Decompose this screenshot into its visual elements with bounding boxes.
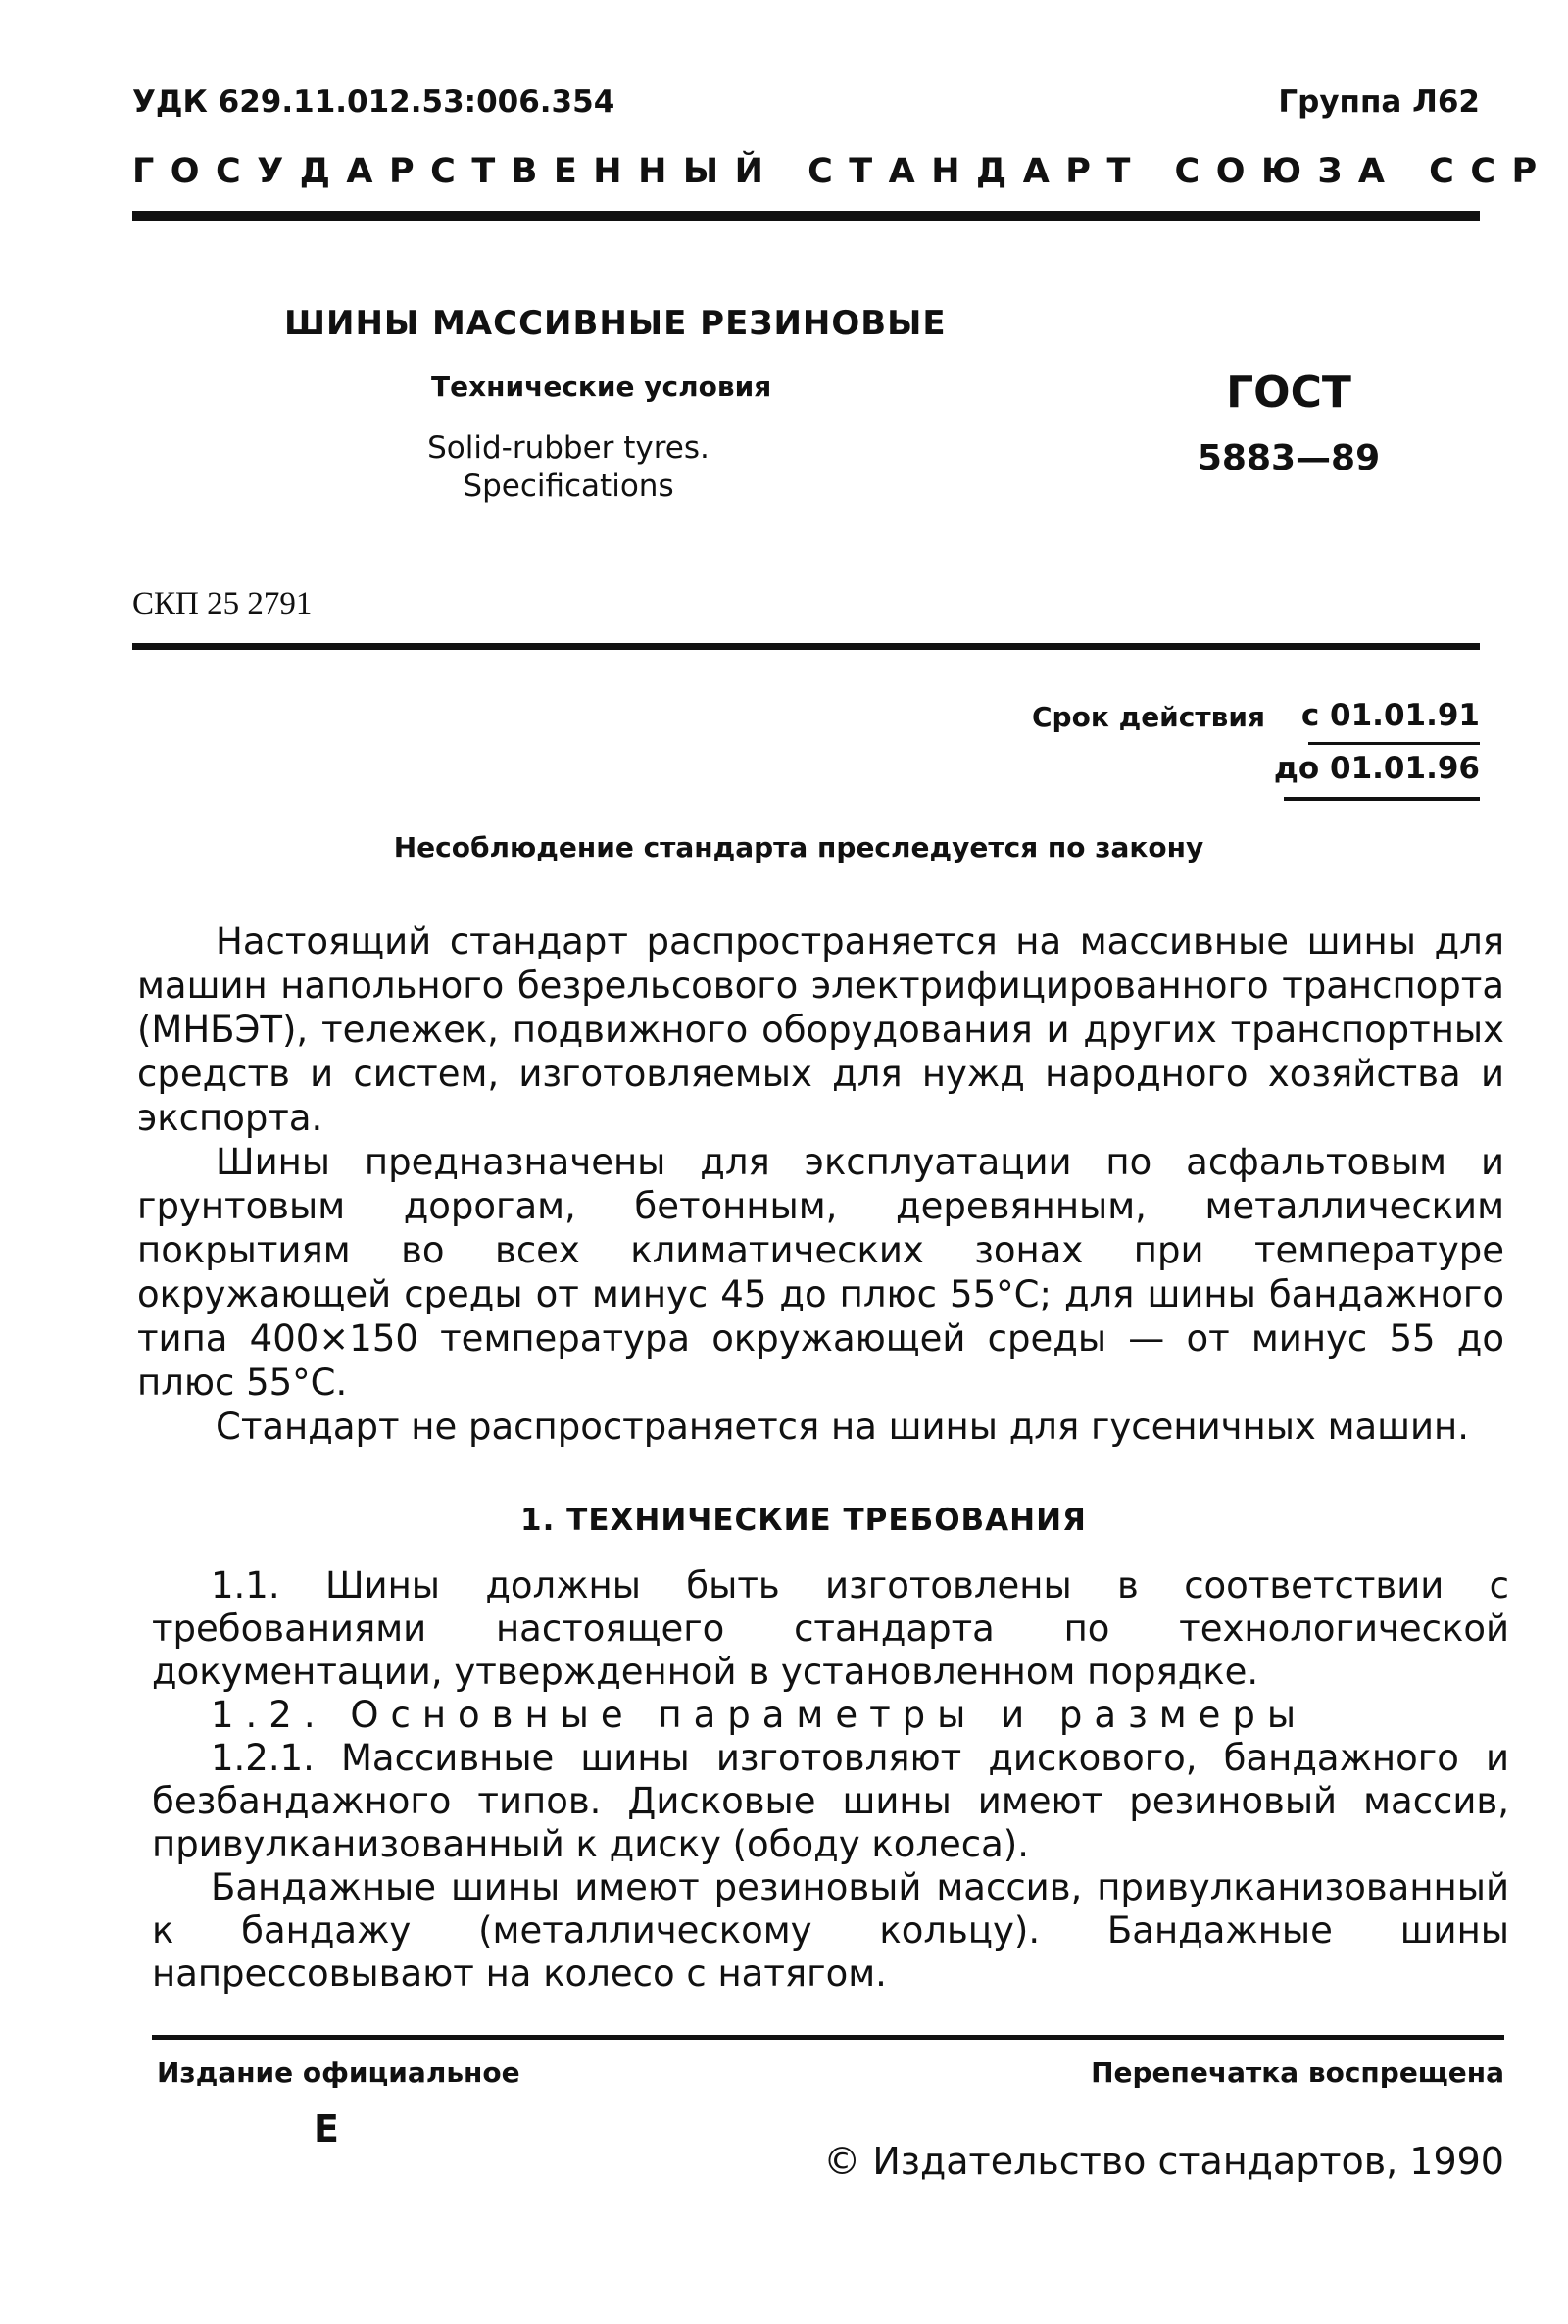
group-code: Группа Л62 [1278,84,1480,120]
subtitle-english-line1: Solid-rubber tyres. [427,430,710,466]
subtitle-english-line2: Specifications [463,469,674,504]
section-text [152,1564,1509,1996]
gost-number: 5883—89 [1197,438,1381,478]
footer-rule [152,2035,1504,2040]
intro-text [137,919,1504,1449]
copyright: © Издательство стандартов, 1990 [823,2140,1504,2183]
validity-label: Срок действия [1032,701,1265,733]
reprint-prohibited: Перепечатка воспрещена [1091,2056,1504,2089]
intro-paragraph-3: Стандарт не распространяется на шины для гусеничных машин. [216,1406,1470,1448]
clause-1-2-1: 1.2.1. Массивные шины изготовляют дискового, бандажного и безбандажного типов. Дисковые шины имеют резиновый массив, привулканизованный к диску (ободу колеса). [152,1737,1509,1865]
document-title: ШИНЫ МАССИВНЫЕ РЕЗИНОВЫЕ [284,304,947,343]
clause-1-2: 1.2. Основные параметры и размеры [211,1694,1308,1736]
intro-paragraph-2: Шины предназначены для эксплуатации по асфальтовым и грунтовым дорогам, бетонным, деревянным, металлическим покрытиям во всех климатических зонах при температуре окружающей среды от минус 45 до плюс 55°С; для шины бандажного типа 400×150 температура окружающей среды — от минус 55 до плюс 55°С. [137,1141,1504,1404]
validity-underline-2 [1284,797,1480,801]
validity-underline-1 [1308,742,1480,745]
title-rule [132,643,1480,650]
band-tyres-paragraph: Бандажные шины имеют резиновый массив, привулканизованный к бандажу (металлическому кольцу). Бандажные шины напрессовывают на колесо с натягом. [152,1866,1509,1995]
intro-paragraph-1: Настоящий стандарт распространяется на массивные шины для машин напольного безрельсового электрифицированного транспорта (МНБЭТ), тележек, подвижного оборудования и других транспортных средств и систем, изготовляемых для нужд народного хозяйства и экспорта. [137,920,1504,1139]
clause-1-1: 1.1. Шины должны быть изготовлены в соответствии с требованиями настоящего стандарта по технологической документации, утвержденной в установленном порядке. [152,1564,1509,1693]
skp-code: СКП 25 2791 [132,586,313,621]
header-row [132,84,1480,133]
header-rule [132,211,1480,221]
subtitle-english [343,429,794,506]
validity-from: с 01.01.91 [1300,698,1480,733]
official-edition: Издание официальное [157,2056,520,2089]
validity-to: до 01.01.96 [1273,751,1480,786]
udk-code: УДК 629.11.012.53:006.354 [132,84,615,120]
state-standard-title: ГОСУДАРСТВЕННЫЙ СТАНДАРТ СОЮЗА ССР [132,152,1553,191]
section-heading: 1. ТЕХНИЧЕСКИЕ ТРЕБОВАНИЯ [520,1503,1087,1538]
legal-notice: Несоблюдение стандарта преследуется по закону [393,831,1204,864]
edition-mark: Е [314,2107,339,2151]
gost-label: ГОСТ [1226,368,1351,418]
subtitle-russian: Технические условия [431,371,772,403]
